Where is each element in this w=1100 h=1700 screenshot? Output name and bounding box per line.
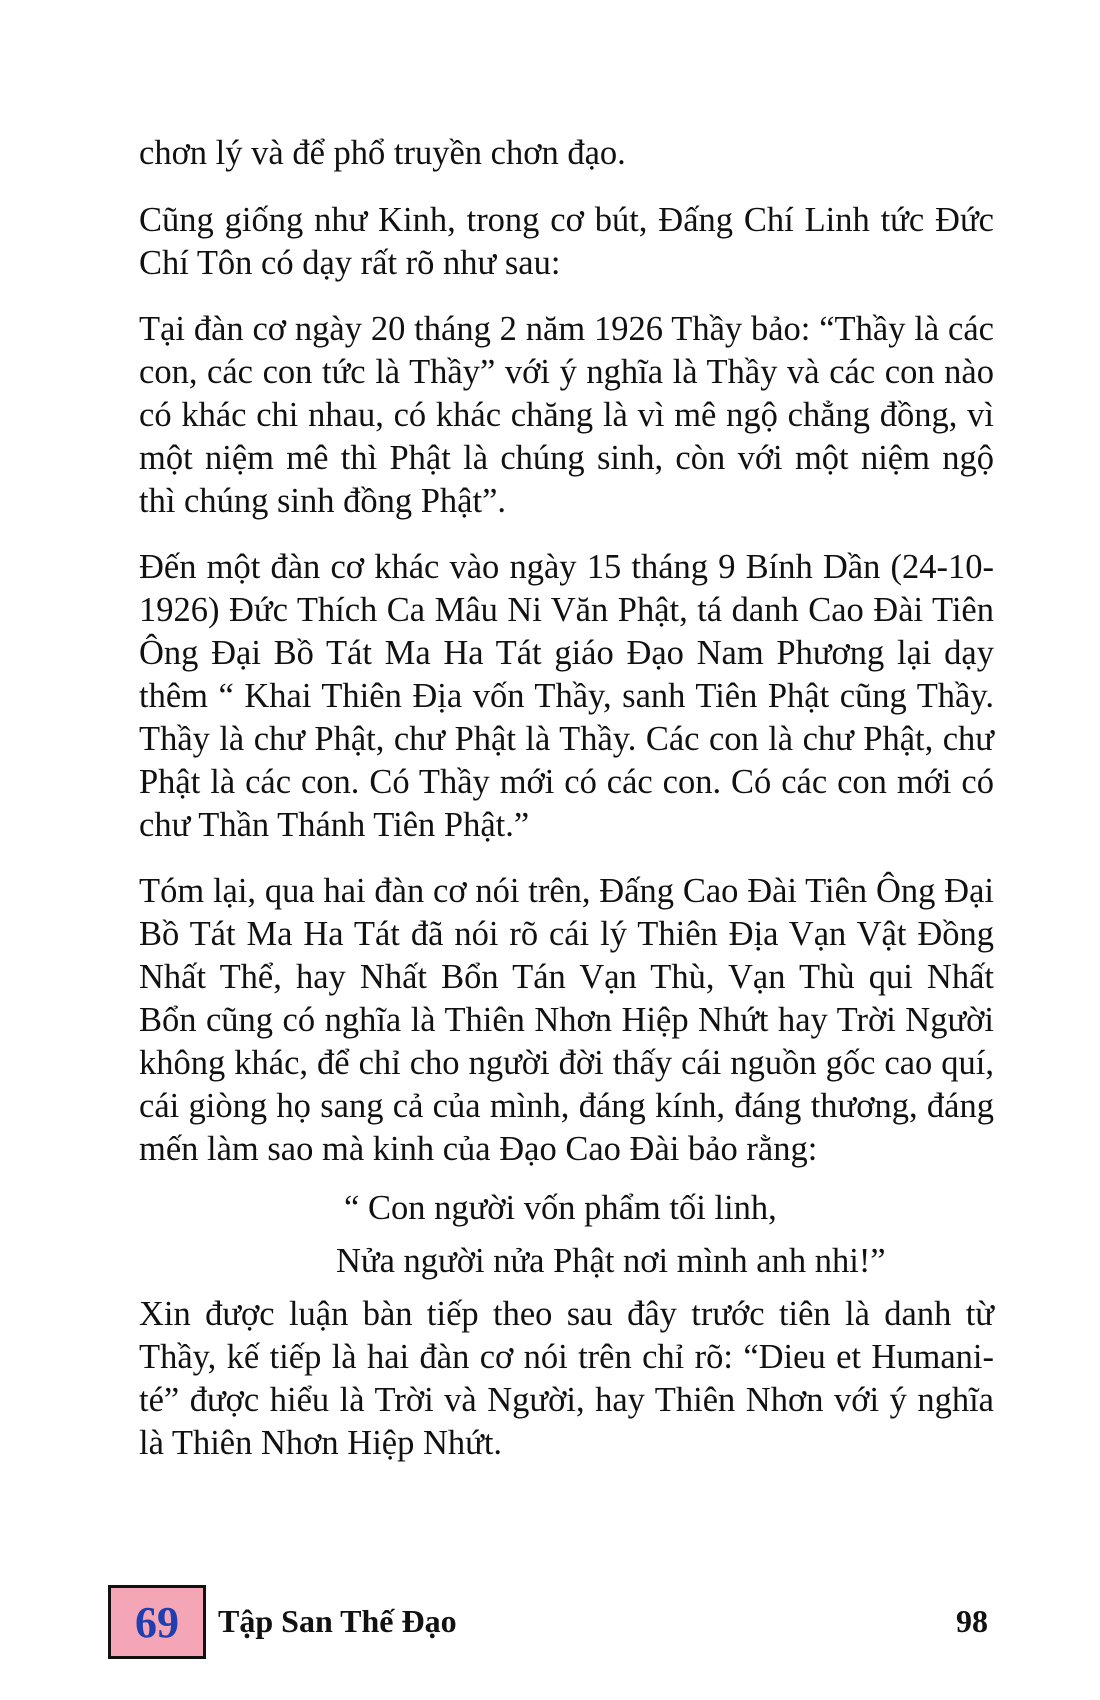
closing-paragraph: Xin được luận bàn tiếp theo sau đây trước tiên là danh từ Thầy, kế tiếp là hai đàn cơ nói trên chỉ rõ: “Dieu et Humani-té” được hiểu là Trời và Người, hay Thiên Nhơn với ý nghĩa là Thiên Nhơn Hiệp Nhứt. <box>139 1295 994 1462</box>
paragraph-1: chơn lý và để phổ truyền chơn đạo. <box>139 134 626 172</box>
issue-number: 69 <box>135 1597 179 1647</box>
publication-title: Tập San Thế Đạo <box>218 1603 457 1639</box>
paragraph-5: Tóm lại, qua hai đàn cơ nói trên, Đấng Cao Đài Tiên Ông Đại Bồ Tát Ma Ha Tát đã nói rõ cái lý Thiên Địa Vạn Vật Đồng Nhất Thể, hay Nhất Bổn Tán Vạn Thù, Vạn Thù qui Nhất Bổn cũng có nghĩa là Thiên Nhơn Hiệp Nhứt hay Trời Người không khác, để chỉ cho người đời thấy cái nguồn gốc cao quí, cái giòng họ sang cả của mình, đáng kính, đáng thương, đáng mến làm sao mà kinh của Đạo Cao Đài bảo rằng: <box>139 872 994 1168</box>
verse-line-2: Nửa người nửa Phật nơi mình anh nhi!” <box>336 1242 886 1280</box>
paragraph-2: Cũng giống như Kinh, trong cơ bút, Đấng Chí Linh tức Đức Chí Tôn có dạy rất rõ như sau: <box>139 201 994 282</box>
page-footer <box>108 1585 988 1663</box>
verse <box>139 1187 994 1283</box>
issue-number-box <box>108 1585 206 1659</box>
page-body <box>139 132 994 1488</box>
paragraph-3: Tại đàn cơ ngày 20 tháng 2 năm 1926 Thầy bảo: “Thầy là các con, các con tức là Thầy” với ý nghĩa là Thầy và các con nào có khác chi nhau, có khác chăng là vì mê ngộ chẳng đồng, vì một niệm mê thì Phật là chúng sinh, còn với một niệm ngộ thì chúng sinh đồng Phật”. <box>139 310 994 520</box>
page-number: 98 <box>956 1603 988 1639</box>
paragraph-4: Đến một đàn cơ khác vào ngày 15 tháng 9 Bính Dần (24-10-1926) Đức Thích Ca Mâu Ni Văn Phật, tá danh Cao Đài Tiên Ông Đại Bồ Tát Ma Ha Tát giáo Đạo Nam Phương lại dạy thêm “ Khai Thiên Địa vốn Thầy, sanh Tiên Phật cũng Thầy. Thầy là chư Phật, chư Phật là Thầy. Các con là chư Phật, chư Phật là các con. Có Thầy mới có các con. Có các con mới có chư Thần Thánh Tiên Phật.” <box>139 548 994 844</box>
verse-line-1: “ Con người vốn phẩm tối linh, <box>344 1189 777 1227</box>
